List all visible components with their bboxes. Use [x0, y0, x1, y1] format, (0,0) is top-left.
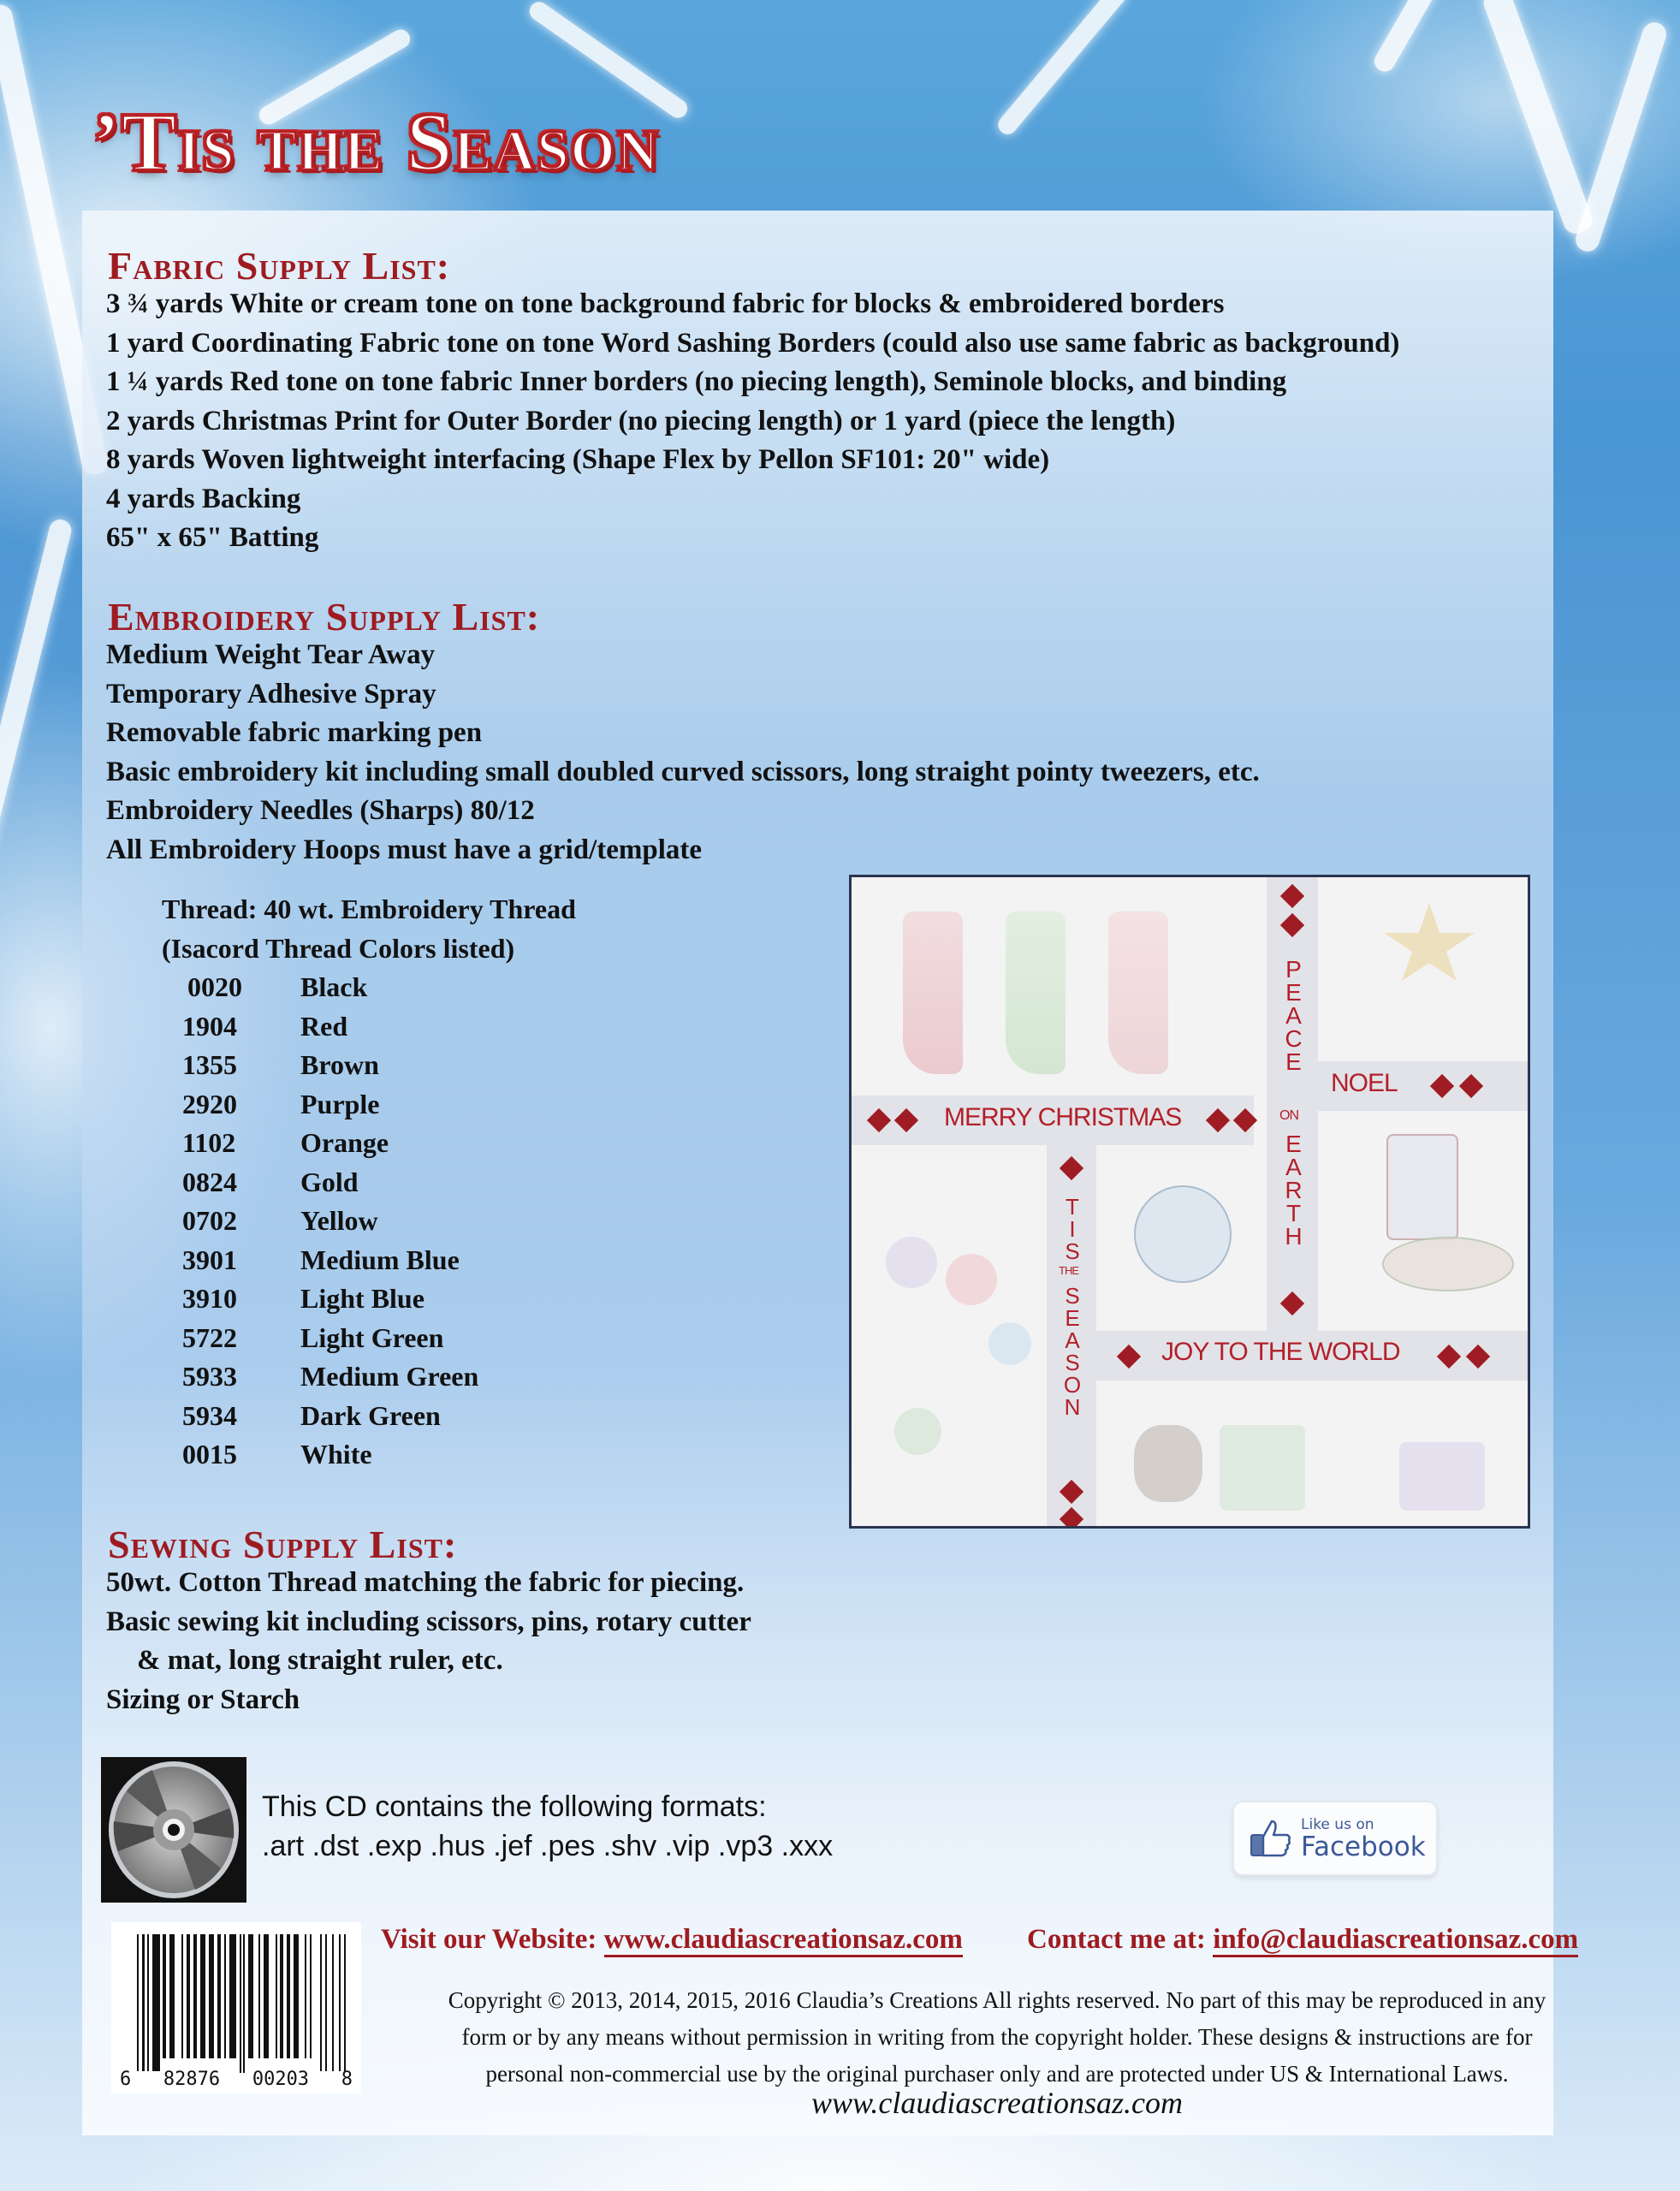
- ornament-motif: [988, 1322, 1031, 1365]
- table-row: 0824 Gold: [182, 1166, 359, 1197]
- quilt-word-tis: TIS: [1060, 1194, 1085, 1261]
- list-item: Basic sewing kit including scissors, pins, rotary cutter: [106, 1606, 751, 1637]
- fabric-supply-list: [106, 285, 1399, 558]
- list-item: Basic embroidery kit including small doubled curved scissors, long straight pointy tweezers, etc.: [106, 756, 1260, 787]
- list-item: Embroidery Needles (Sharps) 80/12: [106, 795, 535, 826]
- list-item: & mat, long straight ruler, etc.: [137, 1645, 503, 1676]
- website-line: Visit our Website: www.claudiascreationsaz.com: [381, 1924, 963, 1956]
- list-item: 50wt. Cotton Thread matching the fabric for piecing.: [106, 1567, 745, 1598]
- quilt-word-the: THE: [1059, 1264, 1078, 1277]
- snow-globe-motif: [1134, 1185, 1232, 1283]
- table-row: 1904 Red: [182, 1010, 348, 1042]
- list-item: 2 yards Christmas Print for Outer Border (no piecing length) or 1 yard (piece the length): [106, 405, 1176, 436]
- table-row: 1102 Orange: [182, 1127, 389, 1158]
- frost-branch: [1481, 0, 1596, 237]
- thread-heading: Thread: 40 wt. Embroidery Thread (Isacord Thread Colors listed): [162, 894, 576, 964]
- copyright-notice: Copyright © 2013, 2014, 2015, 2016 Claudia’s Creations All rights reserved. No part of this may be reproduced in any form or by any means without permission in writing from the copyright holder. These designs & instructions are for personal non-commercial use by the original purchaser only and are protected under US & International Laws.: [448, 1987, 1546, 2087]
- website-link[interactable]: www.claudiascreationsaz.com: [604, 1924, 963, 1957]
- stocking-motif: [1108, 911, 1168, 1074]
- list-item: Removable fabric marking pen: [106, 717, 483, 748]
- frost-branch: [0, 517, 74, 937]
- quilt-word-earth: EARTH: [1280, 1131, 1307, 1246]
- cookie-jar-motif: [1386, 1134, 1458, 1240]
- table-row: 3901 Medium Blue: [182, 1244, 460, 1275]
- quilt-word-on: ON: [1279, 1108, 1298, 1123]
- ornament-motif: [894, 1408, 941, 1455]
- quilt-photo: [849, 875, 1530, 1529]
- list-item: Medium Weight Tear Away: [106, 639, 436, 670]
- table-row: 5722 Light Green: [182, 1321, 444, 1353]
- list-item: 1 yard Coordinating Fabric tone on tone Word Sashing Borders (could also use same fabric as background): [106, 327, 1400, 359]
- quilt-word-season: SEASON: [1060, 1283, 1085, 1416]
- table-row: 3910 Light Blue: [182, 1283, 424, 1314]
- embroidery-supply-list: [106, 636, 1260, 870]
- stocking-motif: [1006, 911, 1066, 1074]
- list-item: Sizing or Starch: [106, 1683, 300, 1715]
- list-item: 4 yards Backing: [106, 483, 301, 514]
- list-item: Temporary Adhesive Spray: [106, 678, 436, 710]
- ornament-motif: [946, 1254, 997, 1305]
- email-link[interactable]: info@claudiascreationsaz.com: [1213, 1924, 1578, 1957]
- frost-branch: [1371, 0, 1440, 75]
- quilt-word-joy: JOY TO THE WORLD: [1161, 1338, 1400, 1366]
- page-title: ’Tis the Season: [92, 96, 661, 187]
- list-item: 65" x 65" Batting: [106, 522, 319, 553]
- table-row: 5933 Medium Green: [182, 1361, 479, 1392]
- frost-branch: [994, 0, 1130, 138]
- table-row: 1355 Brown: [182, 1049, 379, 1080]
- quilt-word-noel: NOEL: [1331, 1069, 1398, 1097]
- list-item: 8 yards Woven lightweight interfacing (Shape Flex by Pellon SF101: 20" wide): [106, 444, 1050, 475]
- barcode: [111, 1922, 361, 2093]
- facebook-like-button[interactable]: [1232, 1801, 1438, 1876]
- ornament-motif: [886, 1237, 937, 1288]
- sewing-supply-list: [106, 1564, 751, 1719]
- list-item: 3 ¾ yards White or cream tone on tone background fabric for blocks & embroidered borders: [106, 288, 1225, 319]
- table-row: 0020 Black: [187, 971, 368, 1002]
- barcode-number: 6 82876 00203 8: [120, 2069, 353, 2090]
- table-row: 0702 Yellow: [182, 1205, 378, 1236]
- thumbs-up-icon: [1250, 1818, 1292, 1859]
- fabric-supply-heading: Fabric Supply List:: [108, 244, 451, 288]
- cd-icon: [101, 1757, 246, 1903]
- embroidery-supply-heading: Embroidery Supply List:: [108, 595, 541, 638]
- thread-color-table: [162, 968, 478, 1475]
- cd-formats-heading: This CD contains the following formats:: [262, 1790, 767, 1823]
- cd-formats-list: .art .dst .exp .hus .jef .pes .shv .vip .vp3 .xxx: [262, 1830, 834, 1862]
- footer-website[interactable]: www.claudiascreationsaz.com: [811, 2086, 1183, 2120]
- sewing-supply-heading: Sewing Supply List:: [108, 1523, 458, 1566]
- stocking-motif: [903, 911, 963, 1074]
- table-row: 2920 Purple: [182, 1088, 380, 1119]
- star-motif: [1382, 903, 1476, 989]
- gift-box-motif: [1399, 1442, 1485, 1511]
- cookie-plate-motif: [1382, 1237, 1514, 1291]
- table-row: 0015 White: [182, 1439, 372, 1470]
- teddy-bear-motif: [1134, 1425, 1202, 1502]
- table-row: 5934 Dark Green: [182, 1399, 441, 1431]
- quilt-word-merry-christmas: MERRY CHRISTMAS: [944, 1103, 1182, 1131]
- quilt-word-peace: PEACE: [1280, 956, 1307, 1072]
- frost-branch: [1572, 20, 1669, 255]
- gift-box-motif: [1220, 1425, 1305, 1511]
- list-item: All Embroidery Hoops must have a grid/template: [106, 834, 703, 865]
- list-item: 1 ¼ yards Red tone on tone fabric Inner borders (no piecing length), Seminole blocks, and binding: [106, 366, 1287, 397]
- facebook-label: Like us on Facebook: [1301, 1816, 1426, 1862]
- email-line: Contact me at: info@claudiascreationsaz.com: [1027, 1924, 1578, 1956]
